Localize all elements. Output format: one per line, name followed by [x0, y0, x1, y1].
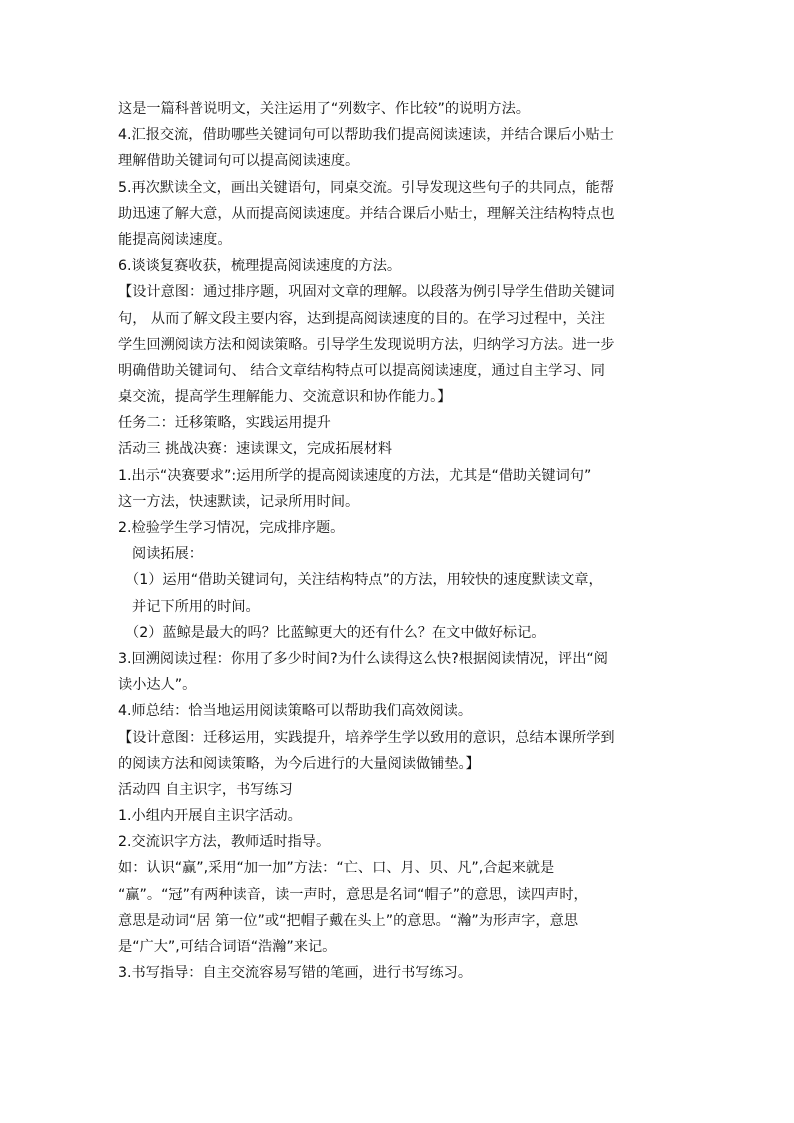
design-intent-line: 桌交流，提高学生理解能力、交流意识和协作能力。】: [118, 389, 452, 406]
text-line: （2）蓝鲸是最大的吗？比蓝鲸更大的还有什么？在文中做好标记。: [125, 624, 546, 641]
text-line: 1.小组内开展自主识字活动。: [118, 808, 302, 825]
text-line: 2.交流识字方法，教师适时指导。: [118, 834, 331, 851]
text-line: 4.汇报交流，借助哪些关键词句可以帮助我们提高阅读速读，并结合课后小贴士: [118, 127, 614, 144]
activity-heading: 活动四 自主识字，书写练习: [118, 781, 293, 798]
text-line: 助迅速了解大意，从而提高阅读速度。并结合课后小贴士，理解关注结构特点也: [118, 205, 615, 222]
text-line: 这一方法，快速默读，记录所用时间。: [118, 493, 360, 510]
task-heading: 任务二：迁移策略，实践运用提升: [118, 415, 331, 432]
text-line: “赢”。“冠”有两种读音，读一声时，意思是名词“帽子”的意思，读四声时，: [118, 886, 588, 903]
text-line: 并记下所用的时间。: [132, 598, 260, 615]
design-intent-line: 明确借助关键词句、 结合文章结构特点可以提高阅读速度，通过自主学习、同: [118, 362, 605, 379]
text-line: 阅读拓展：: [132, 546, 203, 563]
design-intent-line: 【设计意图：迁移运用，实践提升，培养学生学以致用的意识，总结本课所学到: [118, 729, 615, 746]
text-line: 2.检验学生学习情况，完成排序题。: [118, 520, 345, 536]
text-line: （1）运用“借助关键词句，关注结构特点”的方法，用较快的速度默读文章，: [125, 572, 603, 589]
document-body: [118, 96, 688, 986]
text-line: 理解借助关键词句可以提高阅读速度。: [118, 153, 360, 170]
text-line: 5.再次默读全文，画出关键语句，同桌交流。引导发现这些句子的共同点，能帮: [118, 179, 614, 196]
text-line: 如：认识“赢”,采用“加一加”方法：“亡、口、月、贝、凡”,合起来就是: [118, 860, 555, 877]
text-line: 能提高阅读速度。: [118, 231, 232, 248]
text-line: 读小达人”。: [118, 677, 197, 694]
text-line: 4.师总结：恰当地运用阅读策略可以帮助我们高效阅读。: [118, 703, 473, 720]
design-intent-line: 学生回溯阅读方法和阅读策略。引导学生发现说明方法，归纳学习方法。进一步: [118, 336, 615, 353]
text-line: 6.谈谈复赛收获，梳理提高阅读速度的方法。: [118, 258, 402, 275]
text-line: 3.书写指导：自主交流容易写错的笔画，进行书写练习。: [118, 965, 473, 982]
text-line: 这是一篇科普说明文，关注运用了“列数字、作比较”的说明方法。: [118, 101, 530, 117]
text-line: 意思是动词“居 第一位”或“把帽子戴在头上”的意思。“瀚”为形声字，意思: [118, 912, 579, 929]
design-intent-line: 句， 从而了解文段主要内容，达到提高阅读速度的目的。在学习过程中，关注: [118, 310, 605, 327]
design-intent-line: 【设计意图：通过排序题，巩固对文章的理解。以段落为例引导学生借助关键词: [118, 284, 615, 301]
text-line: 3.回溯阅读过程：你用了多少时间?为什么读得这么快?根据阅读情况，评出“阅: [118, 650, 608, 667]
design-intent-line: 的阅读方法和阅读策略，为今后进行的大量阅读做铺垫。】: [118, 755, 480, 772]
activity-heading: 活动三 挑战决赛：速读课文，完成拓展材料: [118, 441, 393, 458]
text-line: 1.出示“决赛要求”:运用所学的提高阅读速度的方法，尤其是“借助关键词句”: [118, 467, 592, 484]
text-line: 是“广大”,可结合词语“浩瀚”来记。: [118, 939, 337, 955]
